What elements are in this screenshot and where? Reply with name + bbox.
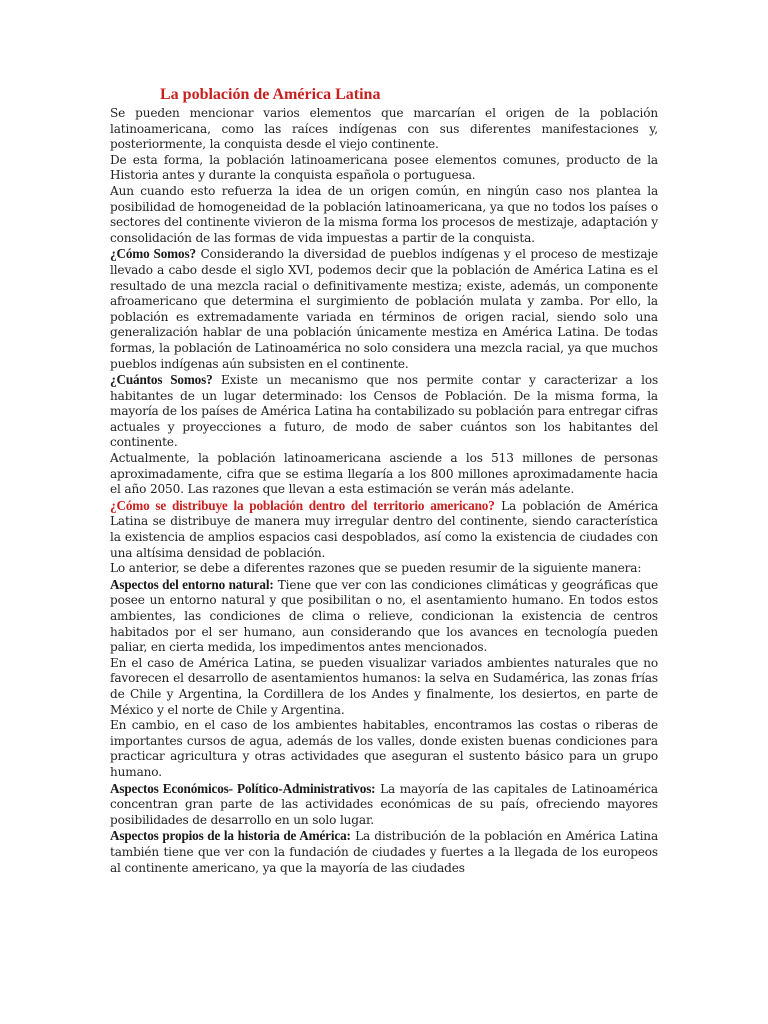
paragraph-text: Lo anterior, se debe a diferentes razones que se pueden resumir de la siguiente manera: [110,561,642,576]
paragraph-text: En cambio, en el caso de los ambientes habitables, encontramos las costas o riberas de importantes cursos de agua, además de los valles, donde existen buenas condiciones para practicar agricultura y otras actividades que aseguran el sustento básico para un grupo humano. [110,718,658,779]
paragraph-actualmente [110,451,658,498]
paragraph-heading: Aspectos del entorno natural: [110,576,274,592]
paragraph-text: En el caso de América Latina, se pueden visualizar variados ambientes naturales que no favorecen el desarrollo de asentamientos humanos: la selva en Sudamérica, las zonas frías de Chile y Argentina, la Cordillera de los Andes y finalmente, los desiertos, en parte de México y el norte de Chile y Argentina. [110,655,658,717]
paragraph-entorno-natural [110,577,658,656]
paragraph-distribucion [110,498,658,561]
paragraph-text: La población de América Latina se distribuye de manera muy irregular dentro del continente, siendo característica la existencia de amplios espacios casi despoblados, así como la existencia de ciudades con una altísima densidad de población. [110,498,658,560]
paragraph-text: Actualmente, la población latinoamericana asciende a los 513 millones de personas aproximadamente, cifra que se estima llegaría a los 800 millones aproximadamente hacia el año 2050. Las razones que llevan a esta estimación se verán más adelante. [110,451,658,497]
paragraph-text: Se pueden mencionar varios elementos que marcarían el origen de la población latinoamericana, como las raíces indígenas con sus diferentes manifestaciones y, posteriormente, la conquista desde el viejo continente. [110,106,658,152]
paragraph-text: La distribución de la población en América Latina también tiene que ver con la fundación de ciudades y fuertes a la llegada de los europeos al continente americano, ya que la mayoría de las ciudades [110,829,658,875]
paragraph-text: Tiene que ver con las condiciones climáticas y geográficas que posee un entorno natural y que posibilitan o no, el asentamiento humano. En todos estos ambientes, las condiciones de clima o relieve, condicionan la existencia de centros habitados por el ser humano, aun considerando que los avances en tecnología pueden paliar, en cierta medida, los impedimentos antes mencionados. [110,577,658,655]
paragraph-text: Considerando la diversidad de pueblos indígenas y el proceso de mestizaje llevado a cabo desde el siglo XVI, podemos decir que la población de América Latina es el resultado de una mezcla racial o definitivamente mestiza; existe, además, un componente afroamericano que determina el surgimiento de población mulata y zamba. Por ello, la población es extremadamente variada en términos de origen racial, siendo solo una generalización hablar de una población únicamente mestiza en América Latina. De todas formas, la población de Latinoamérica no solo considera una mezcla racial, ya que muchos pueblos indígenas aún subsisten en el continente. [110,247,658,371]
paragraph-lo-anterior [110,561,658,577]
document-body [110,106,658,876]
document-page [110,86,658,876]
paragraph-heading: ¿Cuántos Somos? [110,372,213,388]
paragraph-text: La mayoría de las capitales de Latinoamérica concentran gran parte de las actividades económicas de su país, ofreciendo mayores posibilidades de desarrollo en un solo lugar. [110,781,658,827]
paragraph-como-somos [110,246,658,372]
paragraph-text: Existe un mecanismo que nos permite contar y caracterizar a los habitantes de un lugar determinado: los Censos de Población. De la misma forma, la mayoría de los países de América Latina ha contabilizado su población para entregar cifras actuales y proyecciones a futuro, de modo de saber cuántos son los habitantes del continente. [110,373,659,450]
paragraph-text: De esta forma, la población latinoamericana posee elementos comunes, producto de la Historia antes y durante la conquista española o portuguesa. [110,152,658,183]
paragraph-elementos-comunes [110,153,658,184]
paragraph-historia [110,828,658,876]
paragraph-intro [110,106,658,153]
paragraph-text: Aun cuando esto refuerza la idea de un origen común, en ningún caso nos plantea la posibilidad de homogeneidad de la población latinoamericana, ya que no todos los países o sectores del continente vivieron de la misma forma los procesos de mestizaje, adaptación y consolidación de las formas de vida impuestas a partir de la conquista. [110,183,658,245]
paragraph-heading: Aspectos propios de la historia de América: [110,828,351,844]
paragraph-habitables [110,718,658,780]
document-title: La población de América Latina [160,86,381,103]
paragraph-economicos [110,781,658,829]
paragraph-heading: ¿Cómo Somos? [110,246,196,262]
paragraph-caso-america [110,656,658,718]
paragraph-origen-comun [110,184,658,246]
paragraph-heading: Aspectos Económicos- Político-Administrativos: [110,780,376,796]
paragraph-cuantos-somos [110,372,658,451]
paragraph-heading: ¿Cómo se distribuye la población dentro del territorio americano? [110,497,495,513]
